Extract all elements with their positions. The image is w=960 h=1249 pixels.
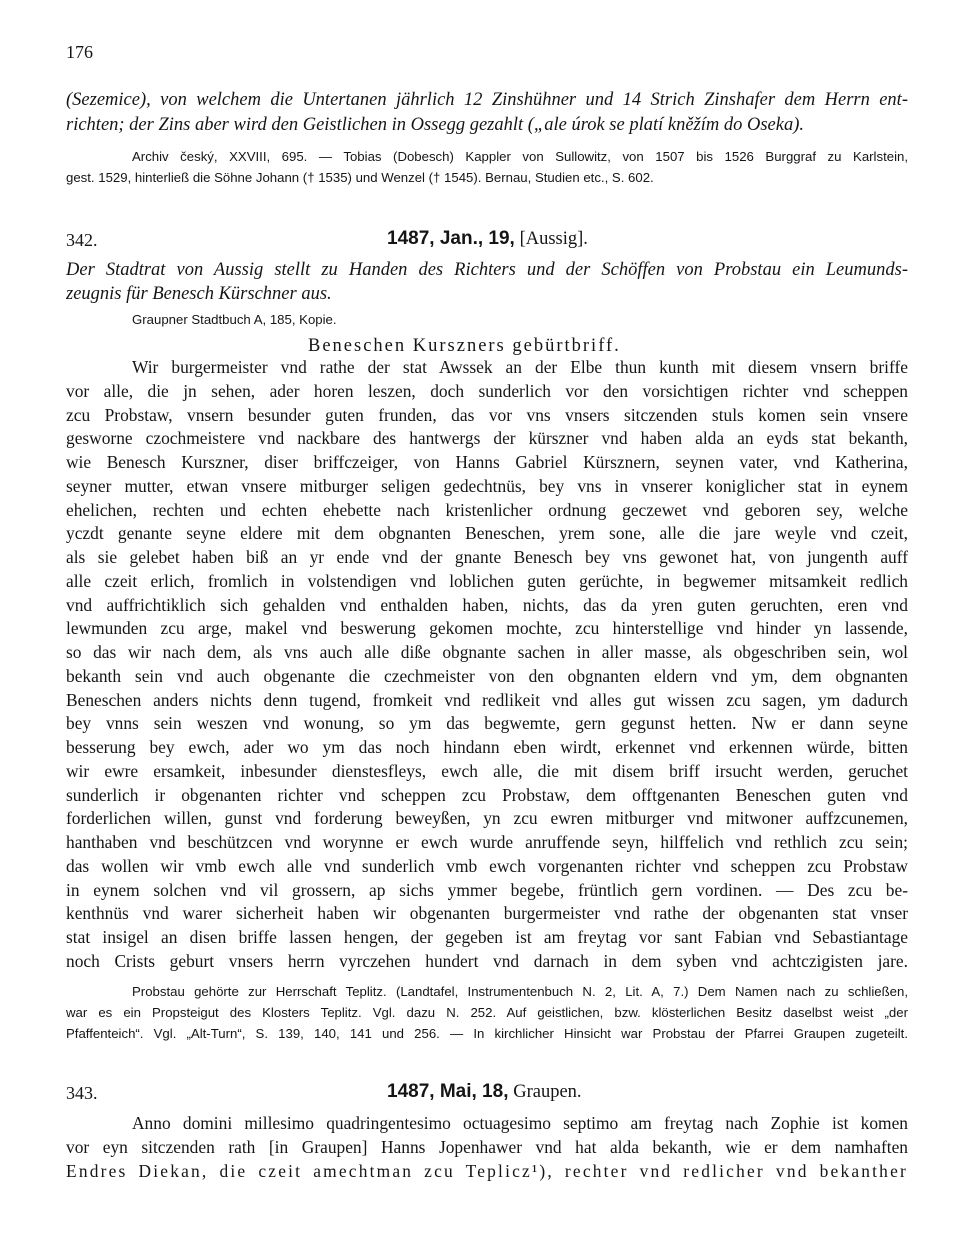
note-line: gest. 1529, hinterließ die Söhne Johann († 1535) und Wenzel († 1545). Bernau, Studien etc., S. 602. <box>66 170 654 185</box>
entry-date-line <box>387 1081 582 1103</box>
entry-342-heading <box>66 228 908 256</box>
text-line: in eynem solchen vnd vil grossern, ap sichs ymmer begebe, früntlich gern vordinen. — Des zcu be- <box>66 879 908 900</box>
text-line: wir ewre ersamkeit, inbesunder dienstesfleys, ewch alle, die mit disem briff irsucht werden, geruchet <box>66 760 908 781</box>
text-line: vor alle, die jn sehen, ader horen leszen, doch sunderlich vor den vorsichtigen richter vnd scheppen <box>66 380 908 401</box>
text-line: (Sezemice), von welchem die Untertanen jährlich 12 Zinshühner und 14 Strich Zinshafer dem Herrn ent- <box>66 90 908 110</box>
text-line: so das wir nach dem, als vns auch alle diße obgnante sachen in aller masse, als obgeschriben sein, wol <box>66 642 908 662</box>
text-line: richten; der Zins aber wird den Geistlichen in Ossegg gezahlt („ale úrok se platí kněžím do Oseka). <box>66 115 805 135</box>
entry-342-summary <box>66 258 908 306</box>
text-line: seyner mutter, etwan vnsere mitburger seligen gedechtnüs, bey vns in vnserer koniglicher stat in eynem <box>66 475 908 496</box>
page-number: 176 <box>66 42 93 62</box>
text-line: yczdt genante seyne eldere mit dem obgnanten Beneschen, yrem sone, alle die jare weyle vnd czeit, <box>66 523 908 544</box>
entry-date: 1487, Mai, 18, <box>387 1081 509 1102</box>
text-line: Wir burgermeister vnd rathe der stat Awssek an der Elbe thun kunth mit diesem vnsern briffe <box>132 357 908 377</box>
text-line: vor eyn sitczenden rath [in Graupen] Hanns Jopenhawer vnd hat alda bekanth, wie er dem namhaften <box>66 1137 908 1157</box>
intro-note <box>66 146 908 188</box>
entry-342-text <box>66 356 908 974</box>
text-line: Endres Diekan, die czeit amechtman zcu Teplicz¹), rechter vnd redlicher vnd bekanther <box>66 1161 908 1181</box>
entry-343-text <box>66 1111 908 1183</box>
entry-date: 1487, Jan., 19, <box>387 228 515 249</box>
text-line: gesworne czochmeistere vnd nackbare des hantwergs der kürszner vnd haben alda an eyds stat bekanth, <box>66 428 908 449</box>
entry-343-heading <box>66 1081 908 1109</box>
text-line: das wollen wir vmb ewch alle vnd sunderlich vmb ewch vorgenanten richter vnd scheppen zcu Probstaw <box>66 855 908 876</box>
entry-number: 342. <box>66 230 98 250</box>
entry-342-source <box>66 309 908 330</box>
text-line: wie Benesch Kurszner, diser briffczeiger, von Hanns Gabriel Kürsznern, seynen vater, vnd Katherina, <box>66 452 908 472</box>
intro-paragraph <box>66 88 908 138</box>
entry-place: Graupen. <box>513 1082 582 1102</box>
text-line: kenthnüs vnd warer sicherheit haben wir obgenanten burgermeister vnd rathe der obgenanten stat vnser <box>66 903 908 924</box>
text-line: forderlichen willen, gunst vnd forderung beweyßen, yn zcu ewren mitburger vnd mitwoner auffzcunemen, <box>66 808 908 829</box>
text-line: bekanth sein vnd auch obgenante die czechmeister von den obgnanten eldern vnd ym, dem obgnanten <box>66 665 908 686</box>
text-line: zcu Probstaw, vnsern besunder guten frunden, das vor vns vnsers sitczenden stuls komen sein vnsere <box>66 404 908 425</box>
text-line: Anno domini millesimo quadringentesimo octuagesimo septimo am freytag nach Zophie ist komen <box>132 1113 908 1133</box>
entry-date-line <box>387 228 588 250</box>
text-line: hanthaben vnd beschützcen vnd worynne er ewch wurde anruffende seyn, hilffelich vnd rethlich zcu sein; <box>66 832 908 852</box>
text-line: alle czeit erlich, fromlich in volstendigen vnd loblichen guten gerüchte, in begwemer mitsamkeit redlich <box>66 570 908 591</box>
source-line: Graupner Stadtbuch A, 185, Kopie. <box>132 312 337 327</box>
entry-place: [Aussig]. <box>519 229 588 249</box>
summary-line: zeugnis für Benesch Kürschner aus. <box>66 284 332 304</box>
text-line: stat insigel an disen briffe lassen hengen, der gegeben ist am freytag vor sant Fabian vnd Sebastiantage <box>66 927 908 947</box>
text-line: besserung bey ewch, ader wo ym das noch hindann eben wirdt, erkennet vnd erkennen würde, bitten <box>66 737 908 757</box>
document-title: Beneschen Kurszners gebürtbriff. <box>308 336 621 356</box>
text-line: sunderlich ir obgenanten richter vnd scheppen zcu Probstaw, dem offtgenanten Beneschen guten vnd <box>66 784 908 805</box>
entry-342-note <box>66 981 908 1044</box>
text-line: Beneschen anders nichts denn tugend, fromkeit vnd redlikeit vnd alles gut wissen zcu sagen, ym dadurch <box>66 689 908 710</box>
note-line: Probstau gehörte zur Herrschaft Teplitz. (Landtafel, Instrumentenbuch N. 2, Lit. A, 7.) Dem Namen nach zu schließen, <box>132 984 908 999</box>
text-line: bey vnns sein weszen vnd wonung, so ym das begwemte, gern gegunst hetten. Nw er dann seyne <box>66 713 908 734</box>
text-line: als sie gelebet haben biß an yr ende vnd der gnante Benesch bey vns gewonet hat, von jungenth auff <box>66 547 908 567</box>
text-line: ehelichen, rechten und echten ehebette nach kristenlicher ordnung geczewet vnd geboren sey, welche <box>66 499 908 520</box>
text-line: noch Crists geburt vnsers herrn vyrczehen hundert vnd darnach in dem syben vnd achtczigisten jare. <box>66 950 908 971</box>
note-line: war es ein Propsteigut des Klosters Teplitz. Vgl. dazu N. 252. Auf geistlichen, bzw. klösterlichen Besitz daselbst weist „der <box>66 1005 908 1020</box>
summary-line: Der Stadtrat von Aussig stellt zu Handen des Richters und der Schöffen von Probstau ein Leumunds- <box>66 260 908 280</box>
note-line: Archiv český, XXVIII, 695. — Tobias (Dobesch) Kappler von Sullowitz, von 1507 bis 1526 Burggraf zu Karlstein, <box>132 149 908 164</box>
text-line: vnd auffrichtiklich sich gehalden vnd enthalden haben, nichts, das da yren guten geruchten, eren vnd <box>66 594 908 615</box>
entry-number: 343. <box>66 1083 98 1103</box>
note-line: Pfaffenteich“. Vgl. „Alt-Turn“, S. 139, 140, 141 und 256. — In kirchlicher Hinsicht war Probstau der Pfarrei Graupen zugeteilt. <box>66 1026 908 1041</box>
text-line: lewmunden zcu arge, makel vnd beswerung gekomen mochte, zcu hinterstellige vnd hinder yn lassende, <box>66 618 908 639</box>
